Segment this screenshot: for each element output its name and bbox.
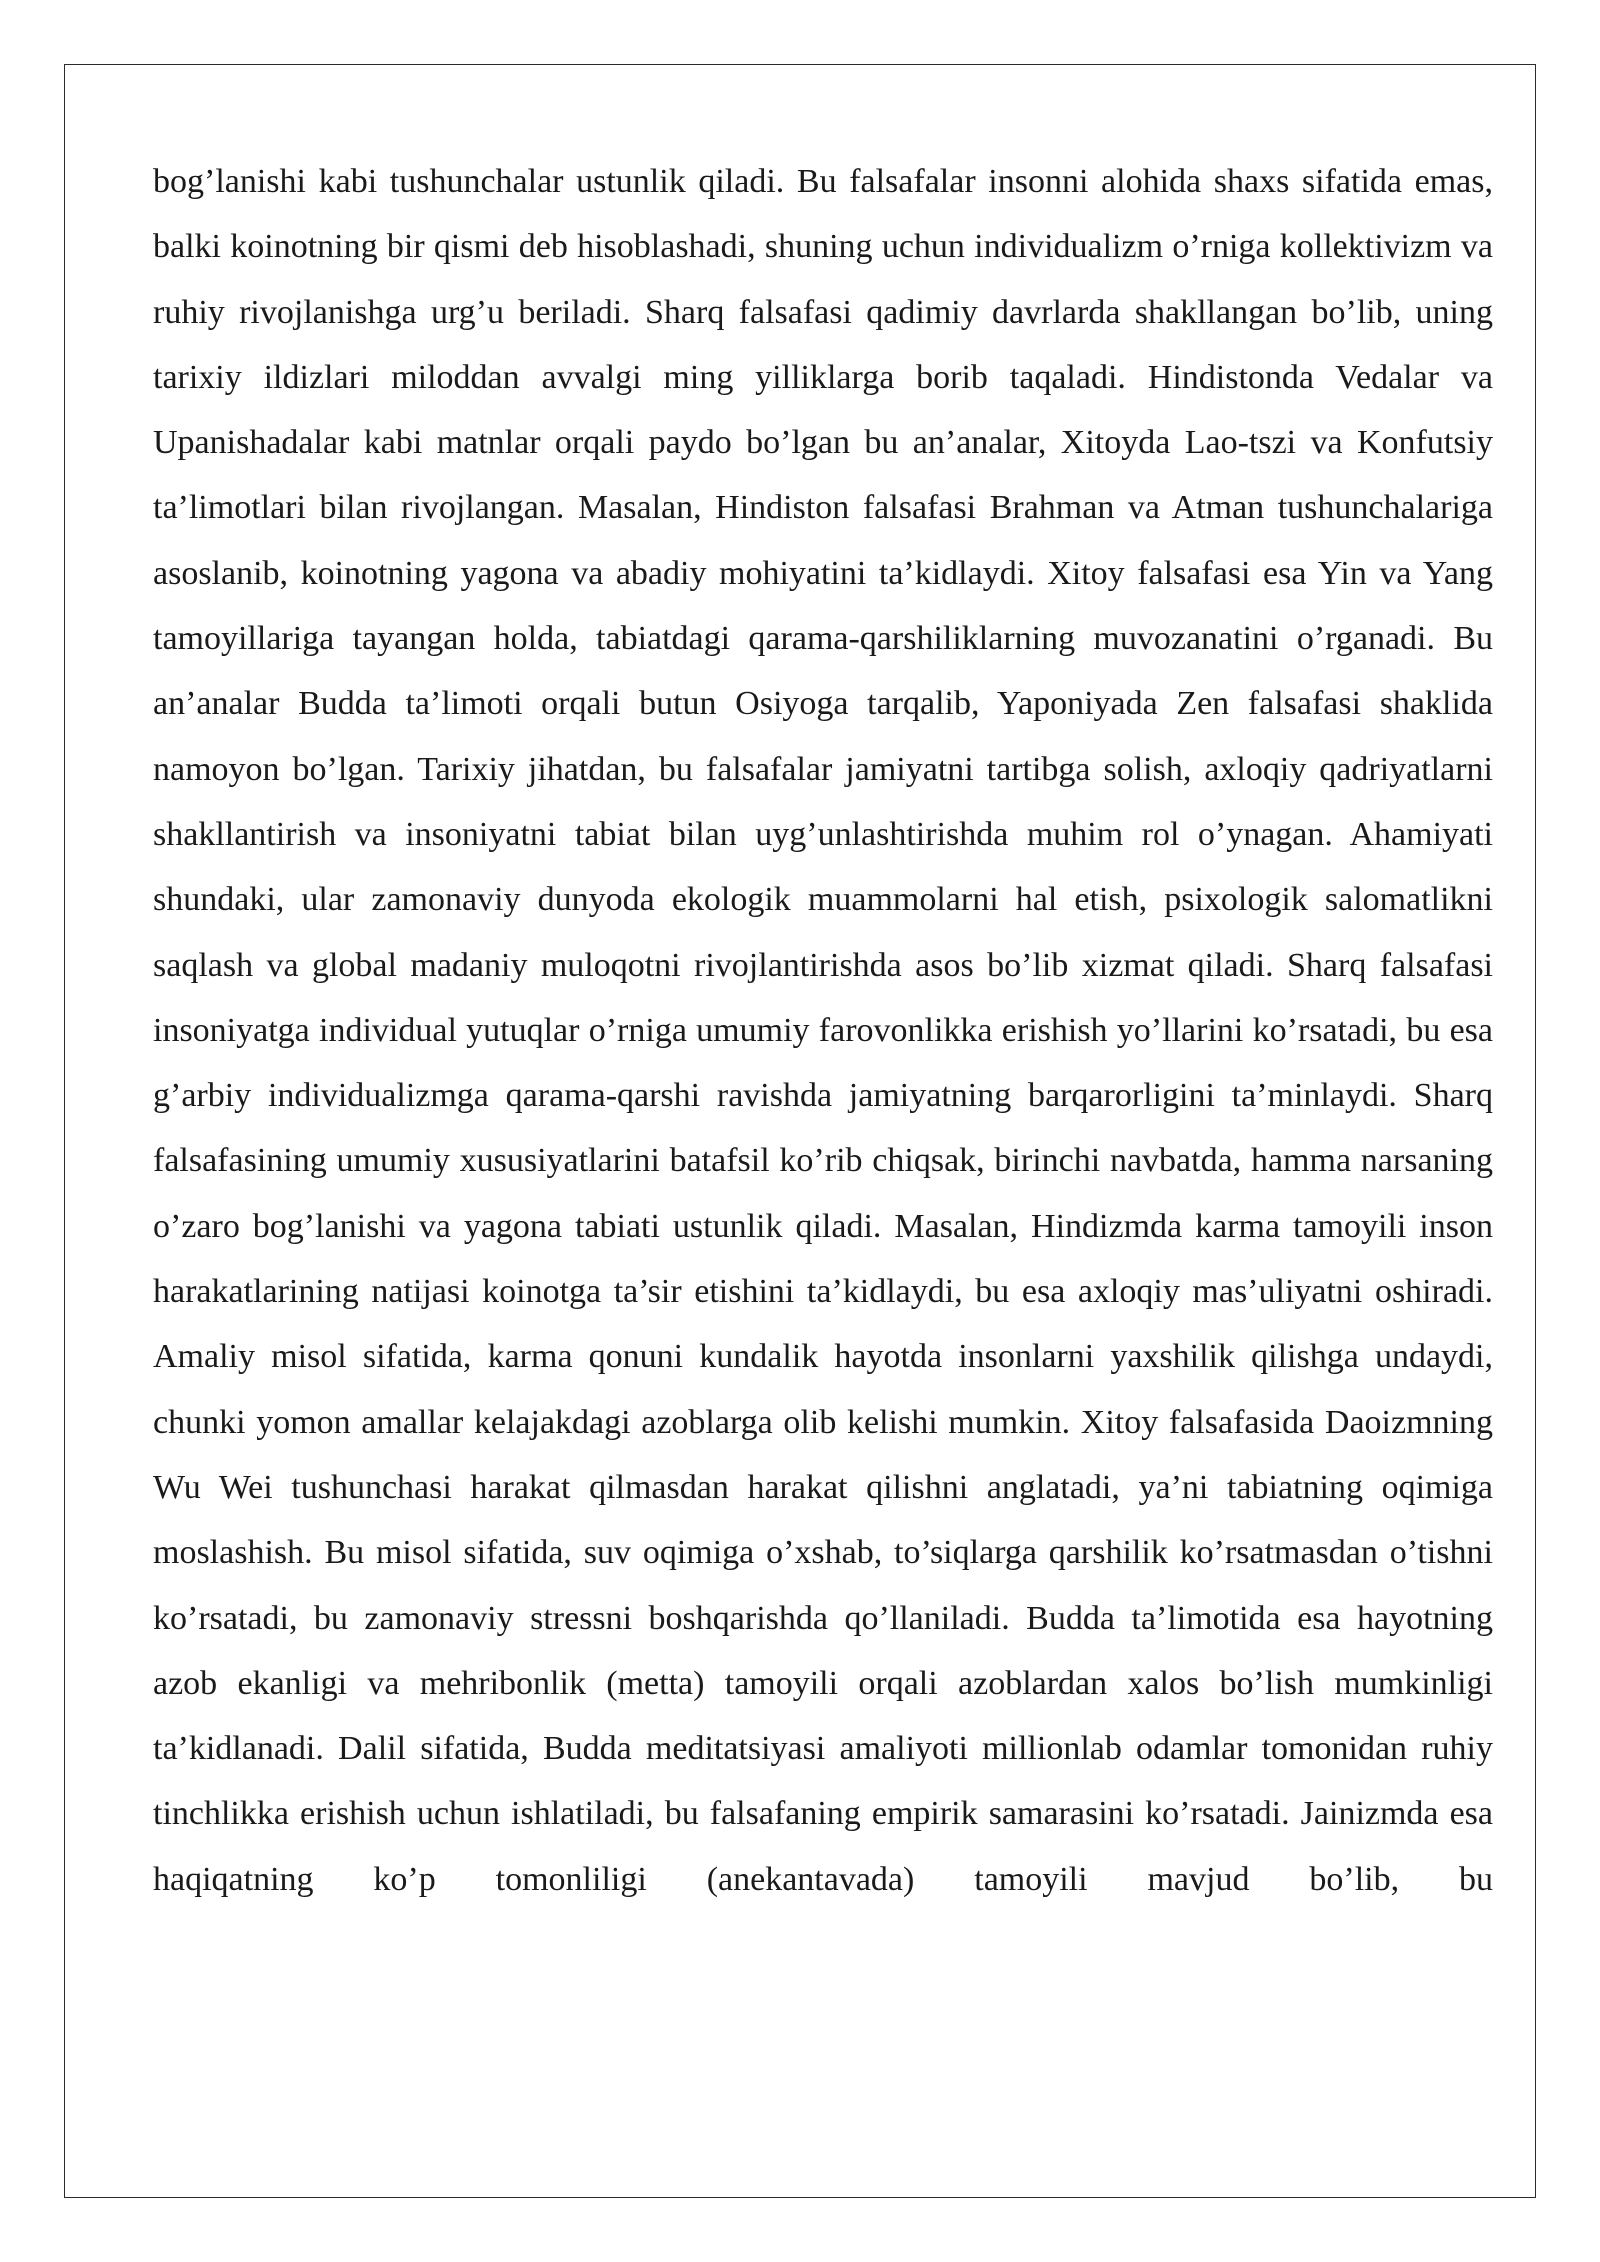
body-paragraph: bog’lanishi kabi tushunchalar ustunlik qiladi. Bu falsafalar insonni alohida shaxs sifatida emas, balki koinotning bir qismi deb hisoblashadi, shuning uchun individualizm o’rniga kollektivizm va ruhiy rivojlanishga urg’u beriladi. Sharq falsafasi qadimiy davrlarda shakllangan bo’lib, uning tarixiy ildizlari miloddan avvalgi ming yilliklarga borib taqaladi. Hindistonda Vedalar va Upanishadalar kabi matnlar orqali paydo bo’lgan bu an’analar, Xitoyda Lao-tszi va Konfutsiy ta’limotlari bilan rivojlangan. Masalan, Hindiston falsafasi Brahman va Atman tushunchalariga asoslanib, koinotning yagona va abadiy mohiyatini ta’kidlaydi. Xitoy falsafasi esa Yin va Yang tamoyillariga tayangan holda, tabiatdagi qarama-qarshiliklarning muvozanatini o’rganadi. Bu an’analar Budda ta’limoti orqali butun Osiyoga tarqalib, Yaponiyada Zen falsafasi shaklida namoyon bo’lgan. Tarixiy jihatdan, bu falsafalar jamiyatni tartibga solish, axloqiy qadriyatlarni shakllantirish va insoniyatni tabiat bilan uyg’unlashtirishda muhim rol o’ynagan. Ahamiyati shundaki, ular zamonaviy dunyoda ekologik muammolarni hal etish, psixologik salomatlikni saqlash va global madaniy muloqotni rivojlantirishda asos bo’lib xizmat qiladi. Sharq falsafasi insoniyatga individual yutuqlar o’rniga umumiy farovonlikka erishish yo’llarini ko’rsatadi, bu esa g’arbiy individualizmga qarama-qarshi ravishda jamiyatning barqarorligini ta’minlaydi. Sharq falsafasining umumiy xususiyatlarini batafsil ko’rib chiqsak, birinchi navbatda, hamma narsaning o’zaro bog’lanishi va yagona tabiati ustunlik qiladi. Masalan, Hindizmda karma tamoyili inson harakatlarining natijasi koinotga ta’sir etishini ta’kidlaydi, bu esa axloqiy mas’uliyatni oshiradi. Amaliy misol sifatida, karma qonuni kundalik hayotda insonlarni yaxshilik qilishga undaydi, chunki yomon amallar kelajakdagi azoblarga olib kelishi mumkin. Xitoy falsafasida Daoizmning Wu Wei tushunchasi harakat qilmasdan harakat qilishni anglatadi, ya’ni tabiatning oqimiga moslashish. Bu misol sifatida, suv oqimiga o’xshab, to’siqlarga qarshilik ko’rsatmasdan o’tishni ko’rsatadi, bu zamonaviy stressni boshqarishda qo’llaniladi. Budda ta’limotida esa hayotning azob ekanligi va mehribonlik (metta) tamoyili orqali azoblardan xalos bo’lish mumkinligi ta’kidlanadi. Dalil sifatida, Budda meditatsiyasi amaliyoti millionlab odamlar tomonidan ruhiy tinchlikka erishish uchun ishlatiladi, bu falsafaning empirik samarasini ko’rsatadi. Jainizmda esa haqiqatning ko’p tomonliligi (anekantavada) tamoyili mavjud bo’lib, bu <box>153 163 1493 1898</box>
